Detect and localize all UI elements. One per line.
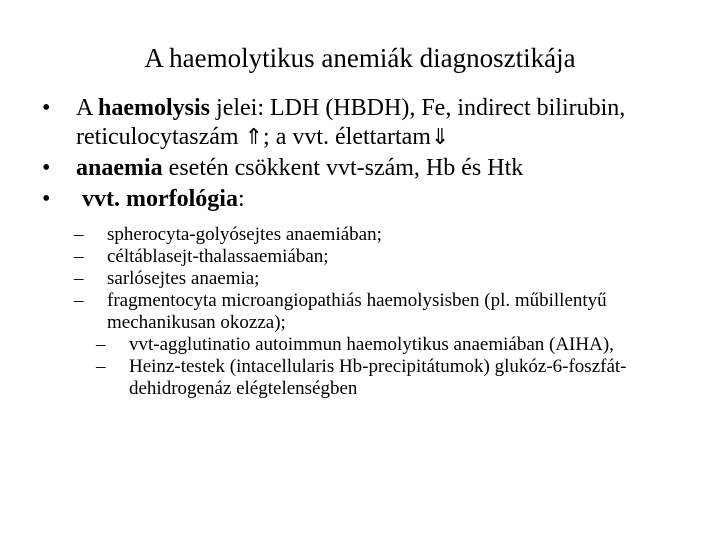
bullet-bold-term: anaemia (76, 155, 163, 181)
sub-item-celtablasejt (74, 246, 674, 268)
sub-item-text: fragmentocyta microangiopathiás haemolysisben (pl. műbillentyű mechanikusan okozza); (107, 290, 607, 333)
sub-item-text: spherocyta-golyósejtes anaemiában; (107, 224, 382, 245)
bullet-haemolysis (42, 94, 682, 152)
dash-marker: – (74, 224, 84, 245)
bullet-bold-term: vvt. morfológia (82, 186, 238, 212)
dash-marker: – (74, 290, 84, 311)
sub-item-spherocyta (74, 224, 674, 246)
bullet-text: : (237, 186, 245, 212)
sub-item-text: sarlósejtes anaemia; (107, 268, 260, 289)
bullet-morphology (42, 185, 682, 214)
bullet-text: jelei: LDH (HBDH), Fe, indirect bilirubin, reticulocytaszám (76, 95, 626, 150)
dash-marker: – (96, 356, 106, 377)
dash-marker: – (96, 334, 106, 355)
bullet-text-continued: ; a vvt. élettartam (263, 124, 431, 150)
sub-item-sarlosejtes (74, 268, 674, 290)
sub-item-agglutinatio (96, 334, 674, 356)
sub-item-heinz-testek (96, 356, 674, 400)
main-bullet-list (42, 94, 682, 216)
bullet-bold-term: haemolysis (98, 95, 211, 121)
bullet-prefix: A (76, 95, 99, 121)
morphology-sub-list (74, 224, 674, 400)
dash-marker: – (74, 246, 84, 267)
slide-title: A haemolytikus anemiák diagnosztikája (144, 43, 576, 73)
bullet-marker: • (42, 186, 51, 212)
bullet-text: esetén csökkent vvt-szám, Hb és Htk (162, 155, 524, 181)
bullet-anaemia (42, 154, 682, 183)
sub-item-text: céltáblasejt-thalassaemiában; (107, 246, 329, 267)
dash-marker: – (74, 268, 84, 289)
sub-item-text: vvt-agglutinatio autoimmun haemolytikus anaemiában (AIHA), (129, 334, 614, 355)
sub-item-text: Heinz-testek (intacellularis Hb-precipitátumok) glukóz-6-foszfát-dehidrogenáz elégtelenségben (129, 356, 627, 399)
sub-item-fragmentocyta (74, 290, 674, 334)
bullet-marker: • (42, 155, 51, 181)
arrow-down-icon: ⇓ (430, 125, 450, 150)
bullet-marker: • (42, 95, 51, 121)
arrow-up-icon: ⇑ (244, 125, 264, 150)
